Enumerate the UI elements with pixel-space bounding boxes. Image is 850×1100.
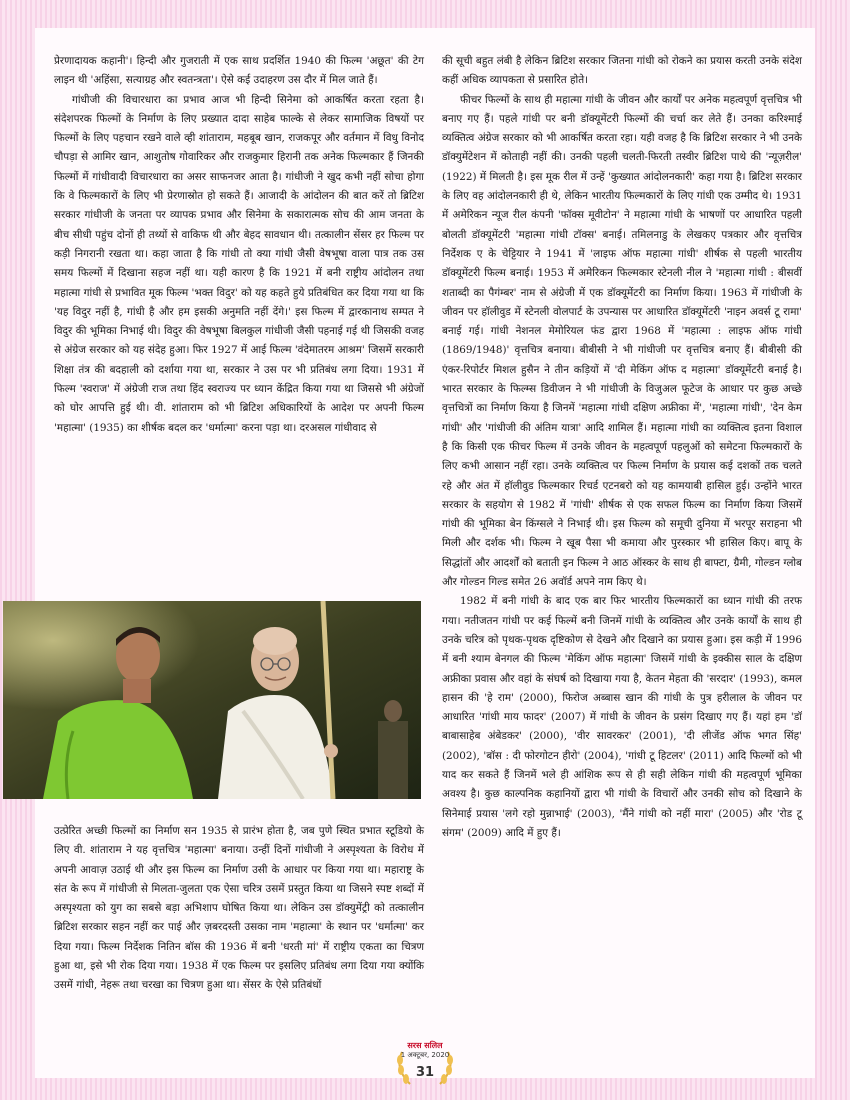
paragraph: गांधीजी की विचारधारा का प्रभाव आज भी हिन्दी सिनेमा को आकर्षित करता रहता है। संदेशपरक फिल्मों के निर्माण के लिए प्रख्यात दादा साहेब फाल्के से लेकर सामाजिक विषयों पर फिल्मों के लिए पहचान रखने वाले व्ही शांताराम, महबूब खान, राजकपूर और वर्तमान में विधु विनोद चौपड़ा से आमिर खान, आशुतोष गोवारिकर और राजकुमार हिरानी तक अनेक फिल्मकार हैं जिनकी फिल्मों में गांधीवादी विचारधारा का असर साफनजर आता है। गांधीजी ने खुद कभी नहीं सोचा होगा कि वे फिल्मकारों के लिए भी प्रेरणास्रोत हो सकते हैं। आजादी के आंदोलन की बात करें तो ब्रिटिश सरकार गांधीजी के जनता पर व्यापक प्रभाव और सिनेमा के सकारात्मक सोच की आम जनता के बीच सीधी पहुंच दोनों ही तथ्यों से वाकिफ थी और बेहद सावधान थी। तत्कालीन सेंसर हर फिल्म पर कड़ी निगरानी रखता था। कहा जाता है कि गांधी तो क्या गांधी जैसी वेषभूषा वाला पात्र तक उस समय फिल्मों में दिखाना सहज नहीं था। यही कारण है कि 1921 में बनी राष्ट्रीय आंदोलन तथा महात्मा गांधी से प्रभावित मूक फिल्म 'भक्त विदुर' को यह कहते हुये प्रतिबंधित कर दिया गया था कि 'यह विदुर नहीं है, गांधी है और हम इसकी अनुमति नहीं देंगे।' इस फिल्म में द्वारकानाथ सम्पत ने विदुर की भूमिका निभाई थी। विदुर की वेषभूषा बिलकुल गांधीजी जैसी पहनाई गई थी जिसकी वजह से अंग्रेज सरकार को यह संदेह हुआ। फिर 1927 में आई फिल्म 'वंदेमातरम आश्रम' जिसमें सरकारी शिक्षा तंत्र की बदहाली को दर्शाया गया था, सरकार ने उस पर भी प्रतिबंध लगा दिया। 1931 में फिल्म 'स्वराज' में अंग्रेजी राज तथा हिंद स्वराज्य पर ध्यान केंद्रित किया गया था जिससे भी अंग्रेजों को घोर आपत्ति हुई थी। वी. शांताराम को भी ब्रिटिश अधिकारियों के आदेश पर अपनी फिल्म 'महात्मा' (1935) का शीर्षक बदल कर 'धर्मात्मा' करना पड़ा था। दरअसल गांधीवाद से [54, 93, 424, 434]
paragraph: प्रेरणादायक कहानी'। हिन्दी और गुजराती में एक साथ प्रदर्शित 1940 की फिल्म 'अछूत' की टेग लाइन थी 'अहिंसा, सत्याग्रह और स्वतन्त्रता'। ऐसे कई उदाहरण उस दौर में मिल जाते हैं। [54, 55, 424, 87]
paragraph: की सूची बहुत लंबी है लेकिन ब्रिटिश सरकार जितना गांधी को रोकने का प्रयास करती उनके संदेश कहीं अधिक व्यापकता से प्रसारित होते। [442, 55, 802, 87]
page-number: 31 [415, 1065, 435, 1080]
paragraph: 1982 में बनी गांधी के बाद एक बार फिर भारतीय फिल्मकारों का ध्यान गांधी की तरफ गया। नतीजतन गांधी पर कई फिल्में बनी जिनमें गांधी के व्यक्तित्व और उनके कार्यों के साथ ही उनके चरित्र को पृथक-पृथक दृष्टिकोण से देखने और दिखाने का प्रयास हुआ। इस कड़ी में 1996 में बनी श्याम बेनगल की फिल्म 'मेकिंग ऑफ महात्मा' जिसमें गांधी के इक्कीस साल के दक्षिण अफ्रीका प्रवास और वहां के संघर्ष को दिखाया गया है, केतन मेहता की 'सरदार' (1993), कमल हासन की 'हे राम' (2000), फिरोज अब्बास खान की गांधी के पुत्र हरीलाल के जीवन पर आधारित 'गांधी माय फादर' (2007) में गांधी के जीवन के प्रसंग दिखाए गए हैं। यहां हम 'डॉ बाबासाहेब अंबेडकर' (2000), 'वीर सावरकर' (2001), 'दी लीजेंड ऑफ भगत सिंह' (2002), 'बॉस : दी फोरगोटन हीरो' (2004), 'गांधी टू हिटलर' (2011) आदि फिल्मों को भी याद कर सकते हैं जिनमें भले ही आंशिक रूप से ही सही लेकिन गांधी की महत्वपूर्ण भूमिका अवश्य है। कुछ काल्पनिक कहानियों द्वारा भी गांधी के विचारों और उनकी सोच को दिखाने के सिनेमाई प्रयास 'लगे रहो मुन्नाभाई' (2003), 'मैंने गांधी को नहीं मारा' (2005) और 'रोड टू संगम' (2009) आदि में हुए हैं। [442, 595, 802, 839]
issue-date: 1 अक्टूबर, 2020 [400, 1051, 450, 1059]
film-still-image [3, 601, 421, 799]
paragraph: फीचर फिल्मों के साथ ही महात्मा गांधी के जीवन और कार्यों पर अनेक महत्वपूर्ण वृत्तचित्र भी बनाए गए हैं। पहले गांधी पर बनी डॉक्यूमेंटरी फिल्मों की चर्चा कर लेते हैं। उनका करिश्माई व्यक्तित्व अंग्रेज सरकार को भी आकर्षित करता रहा। यही वजह है कि ब्रिटिश सरकार ने भी उनके डॉक्युमेंटेशन में कोताही नहीं की। उनकी पहली चलती-फिरती तस्वीर ब्रिटिश पाथे की 'न्यूज़रील' (1922) में मिलती है। इस मूक रील में उन्हें 'कुख्यात आंदोलनकारी' कहा गया है। ब्रिटिश सरकार के लिए वह आंदोलनकारी ही थे, लेकिन भारतीय फिल्मकारों के लिए गांधी एक उम्मीद थे। 1931 में अमेरिकन न्यूज रील कंपनी 'फॉक्स मूवीटोन' ने महात्मा गांधी के भाषणों पर आधारित पहली बोलती डॉक्यूमेंटरी 'महात्मा गांधी टॉक्स' बनाई। तमिलनाडु के लेखकए पत्रकार और वृत्तचित्र निर्देशक ए के चेट्टियार ने 1941 में 'लाइफ ऑफ महात्मा गांधी' शीर्षक से पहली भारतीय डॉक्यूमेंटरी फिल्म बनाई। 1953 में अमेरिकन फिल्मकार स्टेनली नील ने 'महात्मा गांधी : बीसवीं शताब्दी का पैगंम्बर' नाम से अंग्रेजी में एक डॉक्यूमेंटरी का निर्माण किया। 1963 में गांधीजी के जीवन पर हॉलीवुड में स्टेनली वोलपार्ट के उपन्यास पर आधारित डॉक्यूमेंटरी 'नाइन अवर्स टू रामा' बनाई गई। गांधी नेशनल मेमोरियल फंड द्वारा 1968 में 'महात्मा : लाइफ ऑफ गांधी (1869/1948)' वृत्तचित्र बनाया। बीबीसी ने भी गांधीजी पर वृत्तचित्र बनाए हैं। बीबीसी की एंकर-रिपोर्टर मिशल हुसैन ने तीन कड़ियों में 'दी मेकिंग ऑफ द महात्मा' डॉक्यूमेंटरी बनाई है। भारत सरकार के फिल्म्स डिवीजन ने भी गांधीजी के विजुअल फूटेज के आधार पर कुछ अच्छे वृत्तचित्रों का निर्माण किया है जिनमें 'महात्मा गांधी दक्षिण अफ्रीका में', 'महात्मा गांधी', 'देन केम गांधी' और 'गांधीजी की अंतिम यात्रा' आदि शामिल हैं। महात्मा गांधी का व्यक्तित्व इतना विशाल है कि किसी एक फीचर फिल्म में उनके जीवन के महत्वपूर्ण पहलुओं को समेटना फिल्मकारों के लिए कभी आसान नहीं रहा। उनके व्यक्तित्व पर फिल्म निर्माण के प्रयास कई दशकों तक चलते रहे और अंत में हॉलीवुड फिल्मकार रिचर्ड एटनबरो को यह कामयाबी हासिल हुई। उन्होंने भारत सरकार के सहयोग से 1982 में 'गांधी' शीर्षक से एक सफल फिल्म का निर्माण किया जिसमें गांधी की भूमिका बेन किंग्सले ने निभाई थी। इस फिल्म को समूची दुनिया में भरपूर सराहना भी मिली और दर्शक भी। फिल्म ने खूब पैसा भी कमाया और पुरस्कार भी हासिल किए। बापू के सिद्धांतों और आदर्शों को बताती इन फिल्म ने आठ ऑस्कर के साथ ही बाफ्टा, ग्रैमी, गोल्डन ग्लोब और गोल्डन गिल्ड समेत 26 अवॉर्ड अपने नाम किए थे। [442, 93, 802, 589]
article-column-left-top [54, 52, 424, 438]
paragraph: उत्प्रेरित अच्छी फिल्मों का निर्माण सन 1935 से प्रारंभ होता है, जब पुणे स्थित प्रभात स्टूडियो के लिए वी. शांताराम ने यह वृत्तचित्र 'महात्मा' बनाया। उन्हीं दिनों गांधीजी ने अस्पृश्यता के विरोध में अपनी आवाज़ उठाई थी और इस फिल्म का निर्माण उसी के आधार पर किया गया था। महाराष्ट्र के संत के रूप में गांधीजी से मिलता-जुलता एक ऐसा चरित्र उसमें प्रस्तुत किया था जिसने स्पष्ट शब्दों में अस्पृश्यता को युग का सबसे बड़ा अभिशाप घोषित किया था। लेकिन उस डॉक्युमेंट्री को तत्कालीन ब्रिटिश सरकार सहन नहीं कर पाई और ज़बरदस्ती उसका नाम 'महात्मा' के स्थान पर 'धर्मात्मा' कर दिया गया। फिल्म निर्देशक नितिन बॉस की 1936 में बनी 'धरती मां' में राष्ट्रीय एकता का चित्रण हुआ था, इसे भी रोक दिया गया। 1938 में एक फिल्म पर इसलिए प्रतिबंध लगा दिया गया क्योंकि उसमें गांधी, नेहरू तथा चरखा का चित्रण हुआ था। सेंसर के ऐसे प्रतिबंधों [54, 825, 424, 992]
page-footer [380, 1040, 470, 1090]
article-column-left-bottom [54, 822, 424, 996]
magazine-name: सरस सलिल [407, 1041, 443, 1050]
article-column-right [442, 52, 802, 843]
film-still-photo [3, 601, 421, 799]
